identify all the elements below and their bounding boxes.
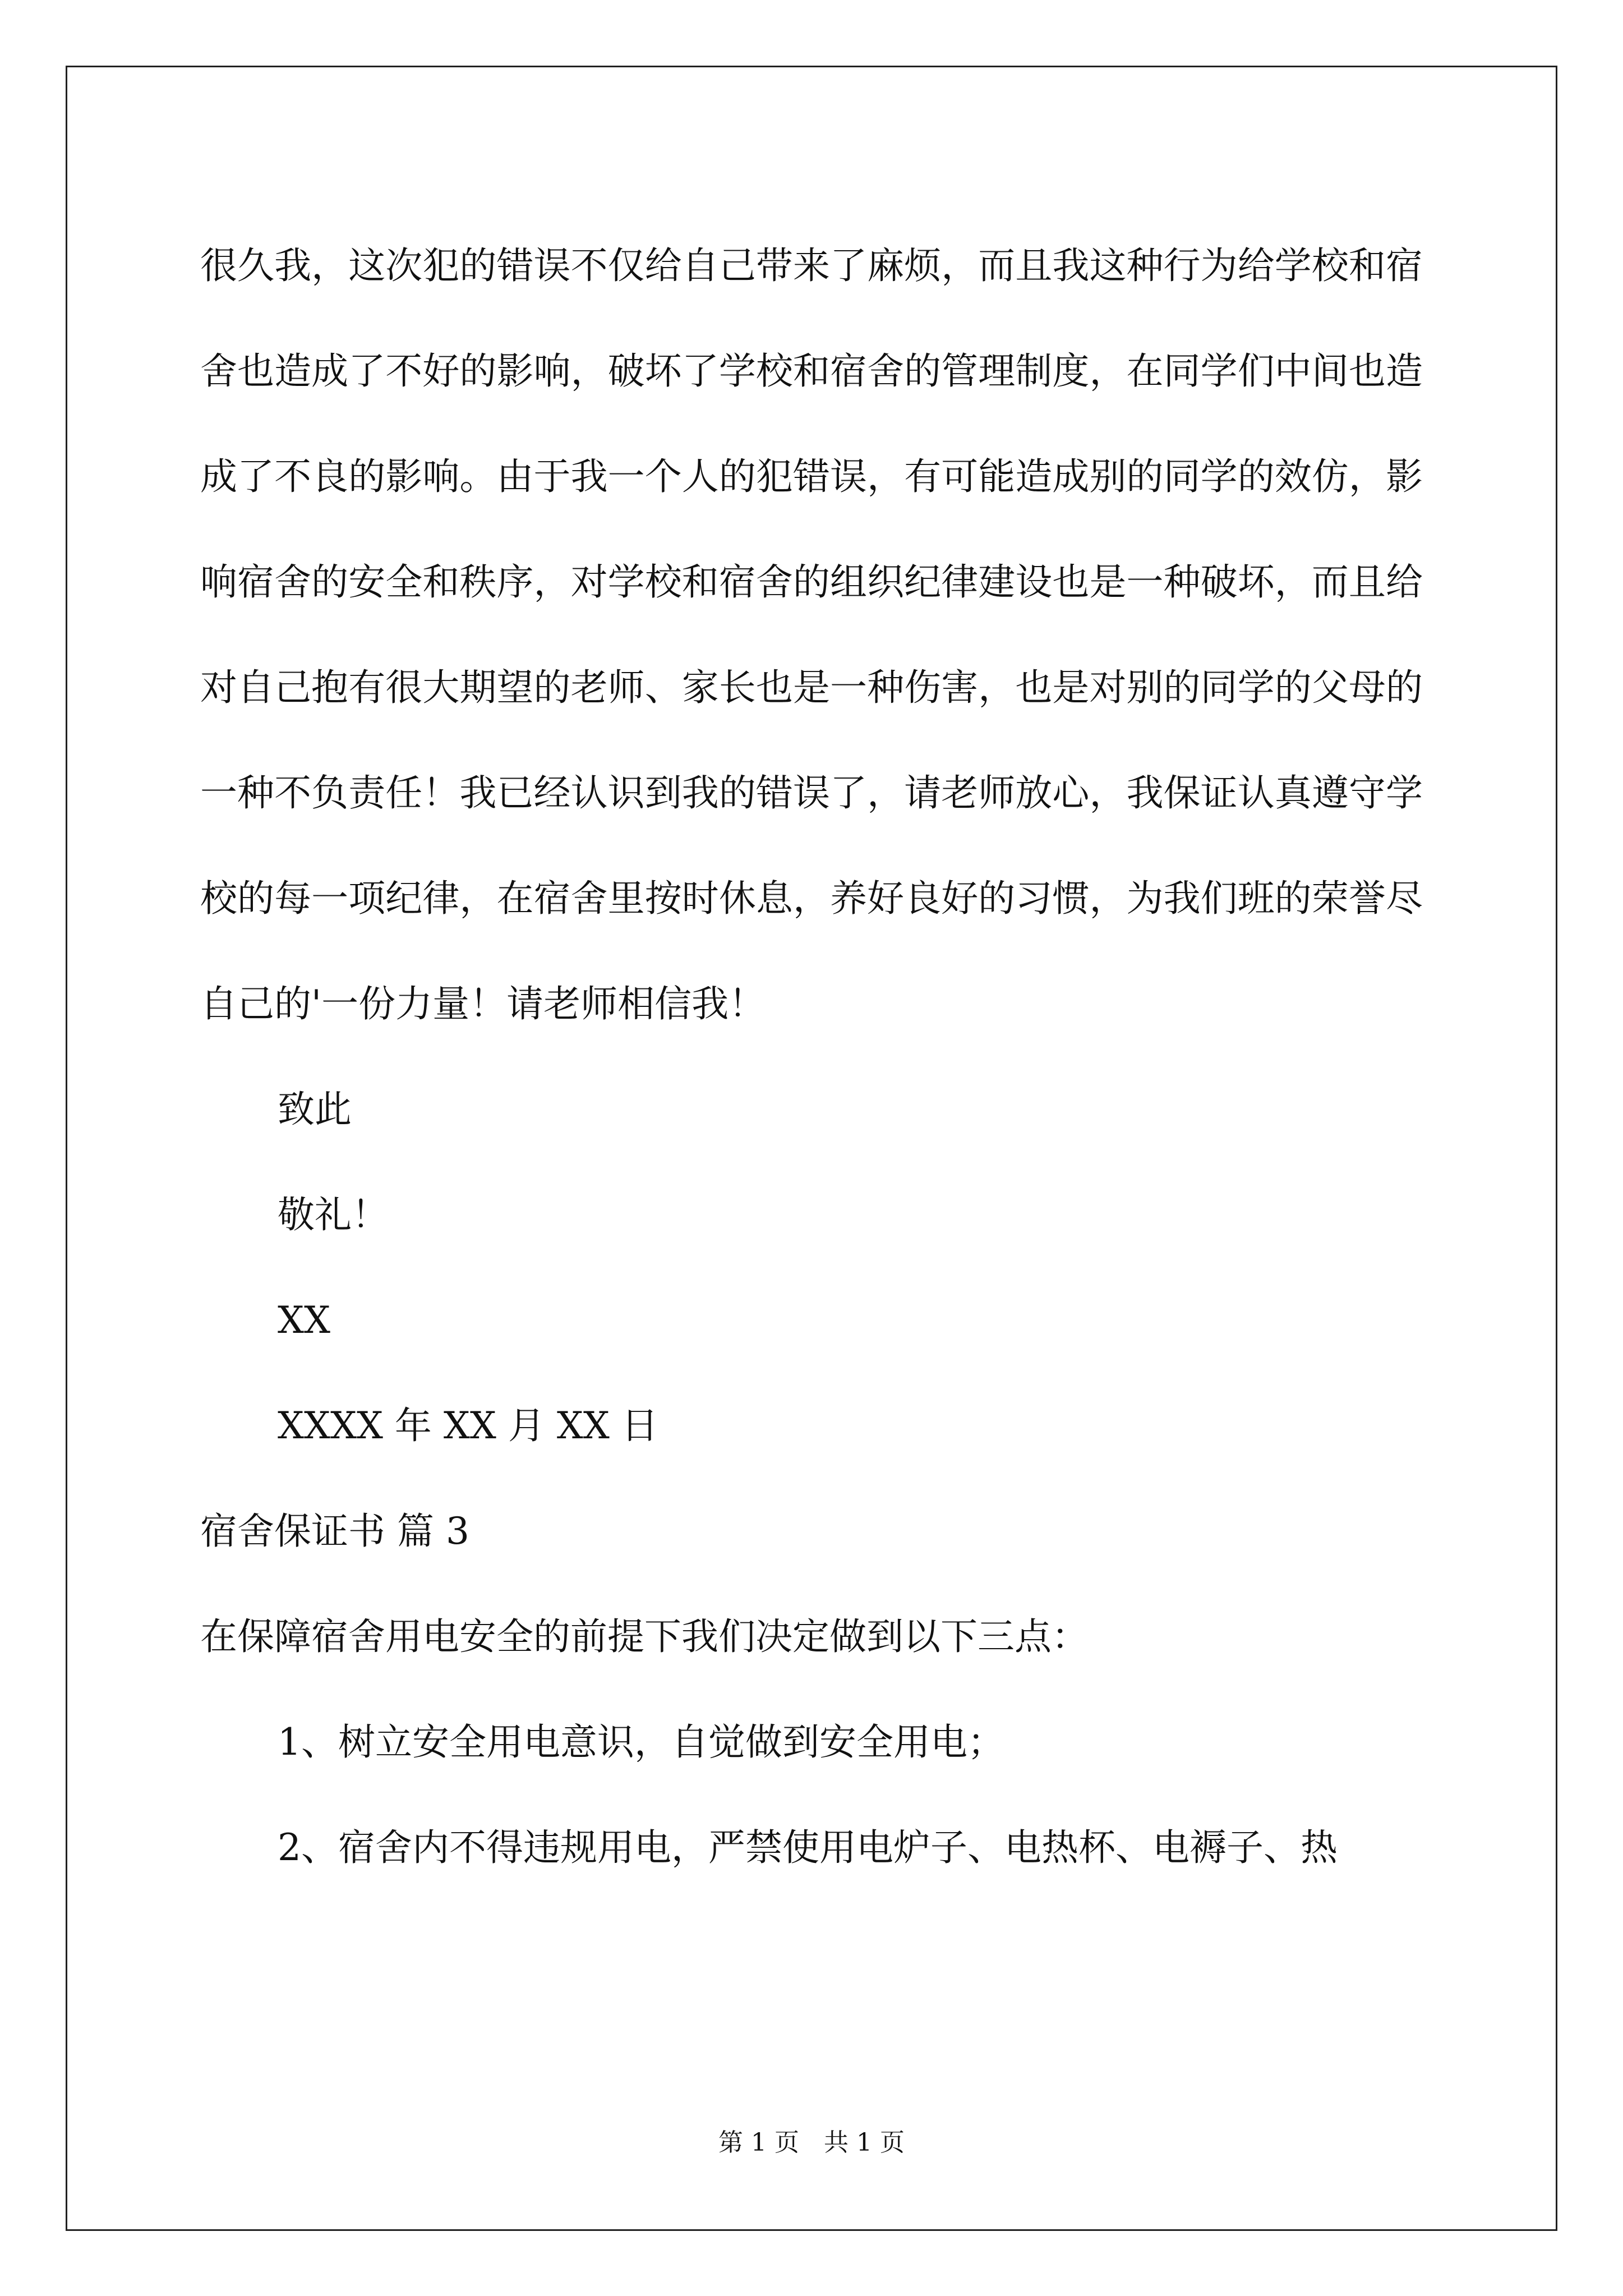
page-footer: 第 1 页 共 1 页 <box>718 2128 905 2157</box>
signature-name: XX <box>278 1299 330 1342</box>
section-title: 宿舍保证书 篇 3 <box>200 1510 469 1553</box>
signature-date: XXXX 年 XX 月 XX 日 <box>278 1404 658 1447</box>
section-intro: 在保障宿舍用电安全的前提下我们决定做到以下三点： <box>200 1615 1089 1658</box>
closing-zhici: 致此 <box>278 1088 352 1131</box>
list-item-1: 1、树立安全用电意识，自觉做到安全用电； <box>278 1720 1004 1764</box>
document-body <box>200 213 1423 1901</box>
closing-jingli: 敬礼！ <box>278 1193 389 1236</box>
list-item-2: 2、宿舍内不得违规用电，严禁使用电炉子、电热杯、电褥子、热 <box>278 1826 1338 1869</box>
body-paragraph: 很久我，这次犯的错误不仅给自己带来了麻烦，而且我这种行为给学校和宿舍也造成了不好的影响，破坏了学校和宿舍的管理制度，在同学们中间也造成了不良的影响。由于我一个人的犯错误，有可能造成别的同学的效仿，影响宿舍的安全和秩序，对学校和宿舍的组织纪律建设也是一种破坏，而且给对自己抱有很大期望的老师、家长也是一种伤害，也是对别的同学的父母的一种不负责任！我已经认识到我的错误了，请老师放心，我保证认真遵守学校的每一项纪律，在宿舍里按时休息，养好良好的习惯，为我们班的荣誉尽自己的'一份力量！请老师相信我！ <box>200 244 1423 1025</box>
